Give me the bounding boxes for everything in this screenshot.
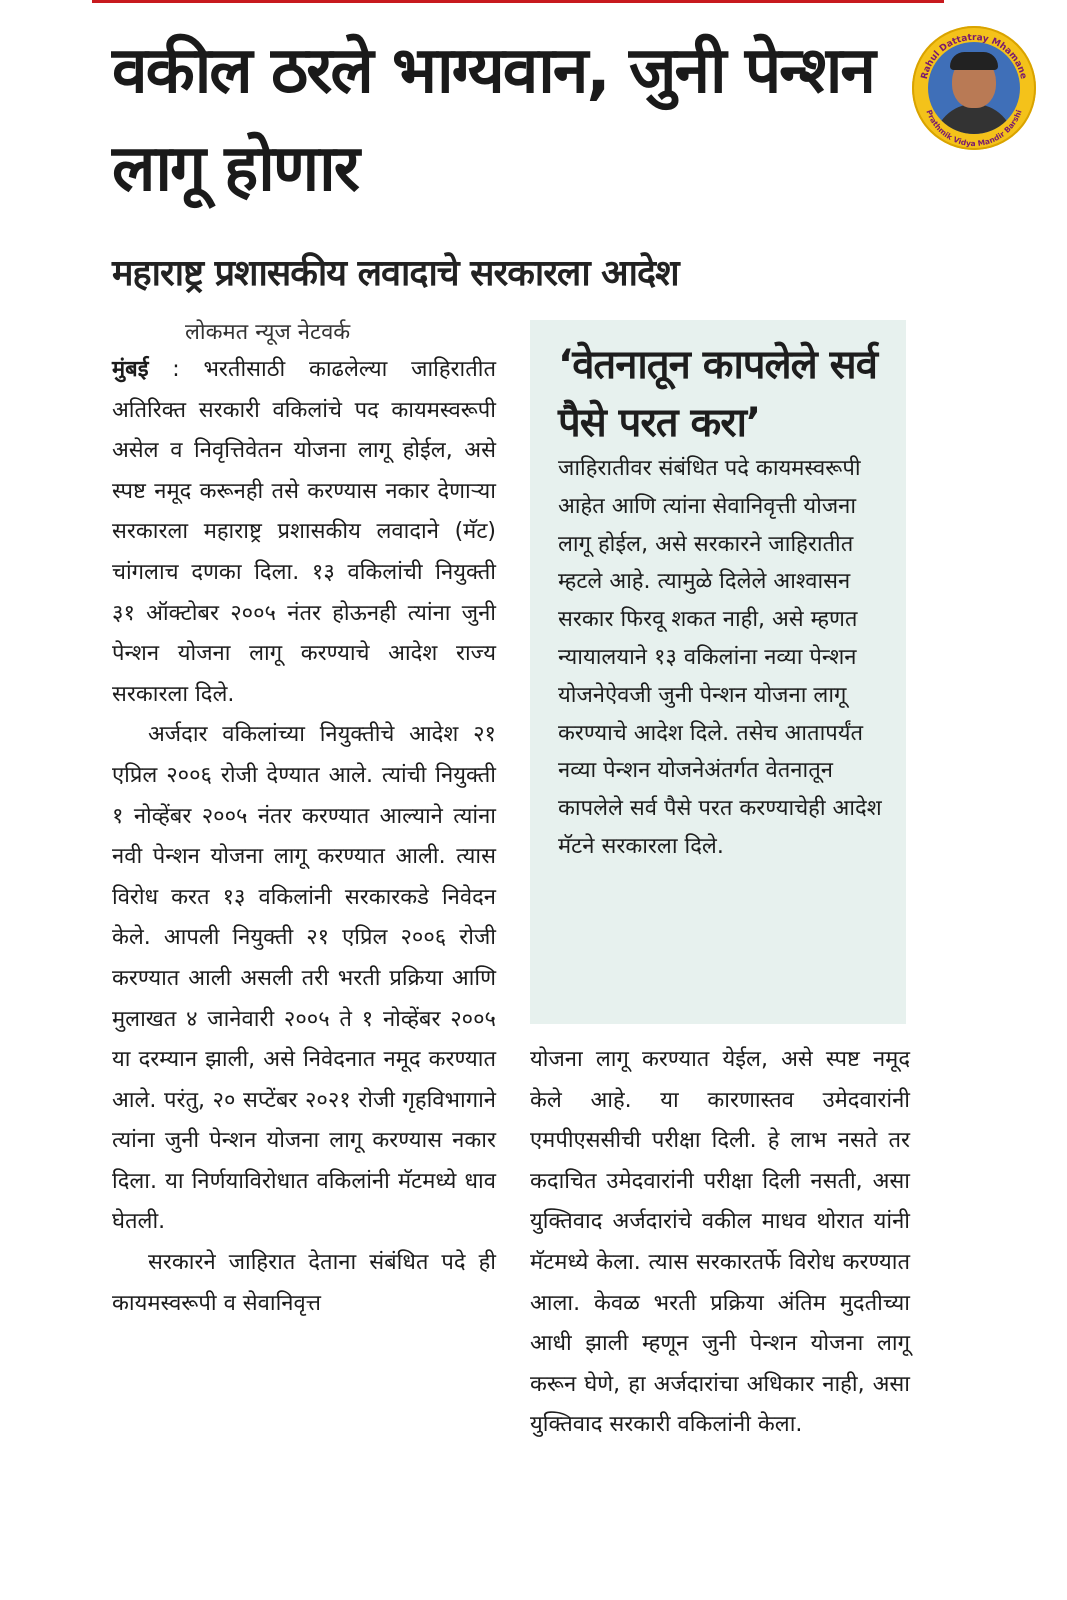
highlight-box — [530, 320, 906, 1024]
highlight-box-title: ‘वेतनातून कापलेले सर्व पैसे परत करा’ — [558, 342, 877, 446]
author-badge — [912, 26, 1036, 150]
article-paragraph-1 — [112, 350, 496, 715]
article-paragraph-3: सरकारने जाहिरात देताना संबंधित पदे ही कायमस्वरूपी व सेवानिवृत्त — [112, 1250, 496, 1316]
top-rule — [92, 0, 944, 3]
dateline: लोकमत न्यूज नेटवर्क — [185, 320, 351, 345]
article-paragraph-1-text: : भरतीसाठी काढलेल्या जाहिरातीत अतिरिक्त सरकारी वकिलांचे पद कायमस्वरूपी असेल व निवृत्तिवेतन योजना लागू होईल, असे स्पष्ट नमूद करूनही तसे करण्यास नकार देणाऱ्या सरकारला महाराष्ट्र प्रशासकीय लवादाने (मॅट) चांगलाच दणका दिला. १३ वकिलांची नियुक्ती ३१ ऑक्टोबर २००५ नंतर होऊनही त्यांना जुनी पेन्शन योजना लागू करण्याचे आदेश राज्य सरकारला दिले. — [112, 357, 496, 707]
article-paragraph-2: अर्जदार वकिलांच्या नियुक्तीचे आदेश २१ एप्रिल २००६ रोजी देण्यात आले. त्यांची नियुक्ती १ नोव्हेंबर २००५ नंतर करण्यात आल्याने त्यांना नवी पेन्शन योजना लागू करण्यात आली. त्यास विरोध करत १३ वकिलांनी सरकारकडे निवेदन केले. आपली नियुक्ती २१ एप्रिल २००६ रोजी करण्यात आली असली तरी भरती प्रक्रिया आणि मुलाखत ४ जानेवारी २००५ ते १ नोव्हेंबर २००५ या दरम्यान झाली, असे निवेदनात नमूद करण्यात आले. परंतु, २० सप्टेंबर २०२१ रोजी गृहविभागाने त्यांना जुनी पेन्शन योजना लागू करण्यास नकार दिला. या निर्णयाविरोधात वकिलांनी मॅटमध्ये धाव घेतली. — [112, 722, 496, 1235]
headline: वकील ठरले भाग्यवान, जुनी पेन्शन लागू होणार — [112, 34, 874, 206]
svg-text:Prathmik Vidya Mandir Barshi — [924, 109, 1023, 149]
badge-text-ring — [912, 26, 1036, 150]
subheadline: महाराष्ट्र प्रशासकीय लवादाचे सरकारला आदेश — [112, 253, 679, 294]
article-paragraph-3-continued: योजना लागू करण्यात येईल, असे स्पष्ट नमूद केले आहे. या कारणास्तव उमेदवारांनी एमपीएससीची परीक्षा दिली. हे लाभ नसते तर कदाचित उमेदवारांनी परीक्षा दिली नसती, असा युक्तिवाद अर्जदारांचे वकील माधव थोरात यांनी मॅटमध्ये केला. त्यास सरकारतर्फे विरोध करण्यात आला. केवळ भरती प्रक्रिया अंतिम मुदतीच्या आधी झाली म्हणून जुनी पेन्शन योजना लागू करून घेणे, हा अर्जदारांचा अधिकार नाही, असा युक्तिवाद सरकारी वकिलांनी केला. — [530, 1047, 910, 1438]
badge-school: Prathmik Vidya Mandir Barshi — [924, 108, 1024, 149]
article-column-right — [530, 1040, 910, 1446]
article-city: मुंबई — [112, 357, 149, 382]
badge-name: Rahul Dattatray Mhamane — [919, 32, 1029, 81]
article-column-left — [112, 350, 496, 1324]
highlight-box-body: जाहिरातीवर संबंधित पदे कायमस्वरूपी आहेत आणि त्यांना सेवानिवृत्ती योजना लागू होईल, असे सरकारने जाहिरातीत म्हटले आहे. त्यामुळे दिलेले आश्वासन सरकार फिरवू शकत नाही, असे म्हणत न्यायालयाने १३ वकिलांना नव्या पेन्शन योजनेऐवजी जुनी पेन्शन योजना लागू करण्याचे आदेश दिले. तसेच आतापर्यंत नव्या पेन्शन योजनेअंतर्गत वेतनातून कापलेले सर्व पैसे परत करण्याचेही आदेश मॅटने सरकारला दिले. — [558, 456, 882, 859]
svg-text:Rahul Dattatray Mhamane — [920, 33, 1028, 80]
